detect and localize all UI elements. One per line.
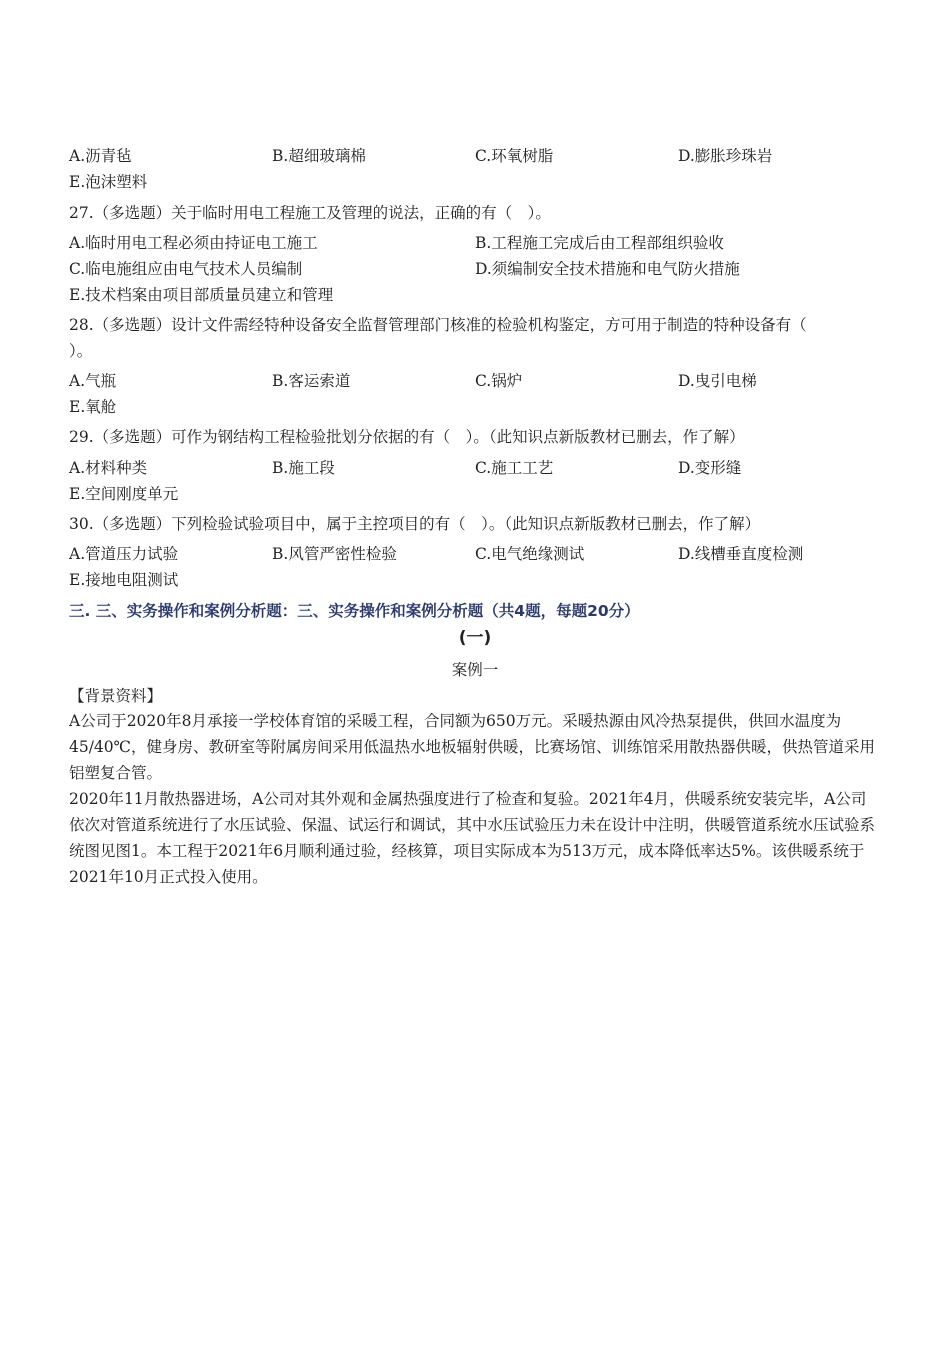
q26-option-a: A.沥青毡	[69, 147, 132, 165]
q28-option-e: E.氧舱	[69, 398, 117, 416]
q30-option-d: D.线槽垂直度检测	[678, 545, 804, 563]
q27-option-a: A.临时用电工程必须由持证电工施工	[69, 234, 318, 252]
q29-option-b: B.施工段	[272, 459, 335, 477]
q30-option-c: C.电气绝缘测试	[475, 545, 585, 563]
background-paragraph-2: 2020年11月散热器进场，A公司对其外观和金属热强度进行了检查和复验。2021年4月，供暖系统安装完毕，A公司依次对管道系统进行了水压试验、保温、试运行和调试，其中水压试验压力未在设计中注明，供暖管道系统水压试验系统图见图1。本工程于2021年6月顺利通过验，经核算，项目实际成本为513万元，成本降低率达5%。该供暖系统于2021年10月正式投入使用。	[69, 790, 876, 886]
q30-option-a: A.管道压力试验	[69, 545, 179, 563]
q30-stem: 30.（多选题）下列检验试验项目中，属于主控项目的有（ ）。（此知识点新版教材已删去，作了解）	[69, 515, 761, 533]
q29-option-d: D.变形缝	[678, 459, 742, 477]
q29-stem: 29.（多选题）可作为钢结构工程检验批划分依据的有（ ）。（此知识点新版教材已删去，作了解）	[69, 428, 745, 446]
q28-option-d: D.曳引电梯	[678, 372, 757, 390]
q27-option-b: B.工程施工完成后由工程部组织验收	[475, 234, 724, 252]
q29-option-c: C.施工工艺	[475, 459, 554, 477]
q28-option-b: B.客运索道	[272, 372, 351, 390]
case-number: (一)	[458, 628, 492, 648]
q28-stem-line1: 28.（多选题）设计文件需经特种设备安全监督管理部门核准的检验机构鉴定，方可用于制造的特种设备有（	[69, 316, 807, 334]
q28-option-c: C.锅炉	[475, 372, 523, 390]
q26-option-b: B.超细玻璃棉	[272, 147, 366, 165]
background-label: 【背景资料】	[69, 687, 163, 705]
q27-option-c: C.临电施组应由电气技术人员编制	[69, 260, 303, 278]
case-title: 案例一	[451, 661, 499, 679]
q26-option-d: D.膨胀珍珠岩	[678, 147, 773, 165]
q27-stem: 27.（多选题）关于临时用电工程施工及管理的说法，正确的有（ ）。	[69, 204, 551, 222]
q29-option-a: A.材料种类	[69, 459, 148, 477]
q27-option-d: D.须编制安全技术措施和电气防火措施	[475, 260, 740, 278]
q26-option-e: E.泡沫塑料	[69, 173, 148, 191]
section-heading: 三. 三、实务操作和案例分析题：三、实务操作和案例分析题（共4题，每题20分）	[69, 602, 640, 620]
q30-option-b: B.风管严密性检验	[272, 545, 397, 563]
q28-stem-line2: ）。	[69, 342, 93, 360]
q29-option-e: E.空间刚度单元	[69, 485, 179, 503]
q30-option-e: E.接地电阻测试	[69, 571, 179, 589]
q27-option-e: E.技术档案由项目部质量员建立和管理	[69, 286, 334, 304]
q28-option-a: A.气瓶	[69, 372, 117, 390]
q26-option-c: C.环氧树脂	[475, 147, 554, 165]
background-paragraph-1: A公司于2020年8月承接一学校体育馆的采暖工程，合同额为650万元。采暖热源由风冷热泵提供，供回水温度为45/40℃，健身房、教研室等附属房间采用低温热水地板辐射供暖，比赛场馆、训练馆采用散热器供暖，供热管道采用铝塑复合管。	[69, 712, 876, 782]
